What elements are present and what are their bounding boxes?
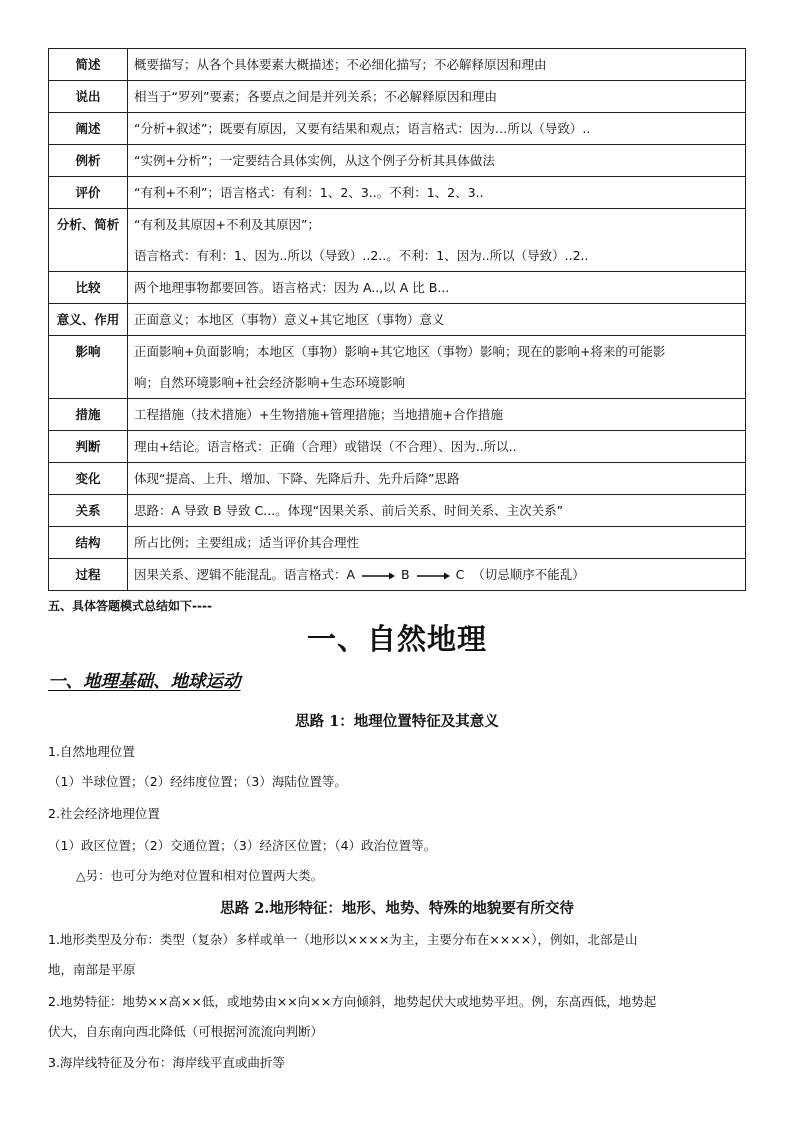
description-line: 工程措施（技术措施）+生物措施+管理措施；当地措施+合作措施 (134, 407, 503, 422)
description-line: 两个地理事物都要回答。语言格式：因为 A..,以 A 比 B... (134, 280, 450, 295)
idea1-line: （1）政区位置；（2）交通位置；（3）经济区位置；（4）政治位置等。 (48, 838, 437, 853)
term-cell: 比较 (49, 272, 128, 304)
term-cell: 例析 (49, 145, 128, 177)
idea1-heading: 思路 1：地理位置特征及其意义 (295, 713, 499, 730)
description-cell (128, 145, 746, 177)
description-cell (128, 527, 746, 559)
description-line: 体现“提高、上升、增加、下降、先降后升、先升后降”思路 (134, 471, 460, 486)
description-cell (128, 81, 746, 113)
idea2-line: 1.地形类型及分布：类型（复杂）多样或单一（地形以××××为主，主要分布在××××），例如，北部是山 (48, 932, 638, 947)
description-line: 相当于“罗列”要素；各要点之间是并列关系；不必解释原因和理由 (134, 89, 497, 104)
arrow-right-icon (361, 571, 395, 581)
description-line: 正面意义；本地区（事物）意义+其它地区（事物）意义 (134, 312, 445, 327)
idea2-line: 地，南部是平原 (48, 962, 136, 977)
description-cell (128, 559, 746, 591)
table-row (49, 527, 746, 559)
description-cell (128, 463, 746, 495)
idea2-line: 伏大，自东南向西北降低（可根据河流流向判断） (48, 1024, 324, 1039)
idea2-line: 3.海岸线特征及分布：海岸线平直或曲折等 (48, 1055, 285, 1070)
table-row (49, 177, 746, 209)
term-cell: 意义、作用 (49, 304, 128, 336)
description-line: 概要描写；从各个具体要素大概描述；不必细化描写；不必解释原因和理由 (134, 57, 547, 72)
table-row (49, 495, 746, 527)
table-row (49, 145, 746, 177)
term-cell: 过程 (49, 559, 128, 591)
section-subtitle: 一、地理基础、地球运动 (48, 672, 241, 692)
term-cell: 关系 (49, 495, 128, 527)
description-cell (128, 177, 746, 209)
term-cell: 判断 (49, 431, 128, 463)
term-cell: 说出 (49, 81, 128, 113)
section-note: 五、具体答题模式总结如下---- (48, 599, 212, 613)
term-cell: 变化 (49, 463, 128, 495)
description-line: 正面影响+负面影响；本地区（事物）影响+其它地区（事物）影响；现在的影响+将来的可能影 (134, 344, 666, 359)
description-line: 所占比例；主要组成；适当评价其合理性 (134, 535, 360, 550)
description-line: 语言格式：有利：1、因为..所以（导致）..2..。不利：1、因为..所以（导致）..2.. (134, 248, 589, 263)
idea1-line: 2.社会经济地理位置 (48, 806, 160, 821)
process-node-c: C (455, 567, 465, 582)
description-line: 理由+结论。语言格式：正确（合理）或错误（不合理）、因为..所以.. (134, 439, 517, 454)
table-row (49, 304, 746, 336)
idea2-line: 2.地势特征：地势××高××低，或地势由××向××方向倾斜，地势起伏大或地势平坦。例，东高西低，地势起 (48, 994, 657, 1009)
description-cell (128, 431, 746, 463)
description-cell (128, 336, 746, 399)
terms-table-body (49, 49, 746, 559)
description-cell (128, 304, 746, 336)
description-cell (128, 209, 746, 272)
process-node-b: B (401, 567, 410, 582)
idea1-note: △另：也可分为绝对位置和相对位置两大类。 (76, 868, 324, 883)
term-cell: 结构 (49, 527, 128, 559)
table-row (49, 463, 746, 495)
table-row (49, 399, 746, 431)
description-line: “有利+不利”；语言格式：有利：1、2、3..。不利：1、2、3.. (134, 185, 484, 200)
description-cell (128, 49, 746, 81)
description-cell (128, 495, 746, 527)
table-row (49, 113, 746, 145)
description-line: “有利及其原因+不利及其原因”； (134, 217, 320, 232)
idea2-heading: 思路 2.地形特征：地形、地势、特殊的地貌要有所交待 (220, 900, 574, 917)
table-row-process (49, 559, 746, 591)
term-cell: 评价 (49, 177, 128, 209)
description-cell (128, 113, 746, 145)
process-prefix: 因果关系、逻辑不能混乱。语言格式：A (134, 567, 356, 582)
term-cell: 措施 (49, 399, 128, 431)
process-suffix: （切忌顺序不能乱） (472, 567, 585, 582)
page-title: 一、自然地理 (306, 622, 487, 656)
description-line: 思路：A 导致 B 导致 C...。体现“因果关系、前后关系、时间关系、主次关系” (134, 503, 564, 518)
description-cell (128, 399, 746, 431)
term-cell: 阐述 (49, 113, 128, 145)
term-cell: 简述 (49, 49, 128, 81)
idea1-line: 1.自然地理位置 (48, 744, 135, 759)
table-row (49, 431, 746, 463)
description-line: “实例+分析”；一定要结合具体实例，从这个例子分析其具体做法 (134, 153, 495, 168)
description-cell (128, 272, 746, 304)
arrow-right-icon (416, 571, 450, 581)
table-row (49, 336, 746, 399)
terms-table (48, 48, 746, 591)
term-cell: 分析、简析 (49, 209, 128, 272)
description-line: 响；自然环境影响+社会经济影响+生态环境影响 (134, 375, 405, 390)
idea1-line: （1）半球位置；（2）经纬度位置；（3）海陆位置等。 (48, 774, 347, 789)
table-row (49, 81, 746, 113)
term-cell: 影响 (49, 336, 128, 399)
description-line: “分析+叙述”；既要有原因，又要有结果和观点；语言格式：因为…所以（导致）.. (134, 121, 591, 136)
table-row (49, 272, 746, 304)
table-row (49, 209, 746, 272)
table-row (49, 49, 746, 81)
